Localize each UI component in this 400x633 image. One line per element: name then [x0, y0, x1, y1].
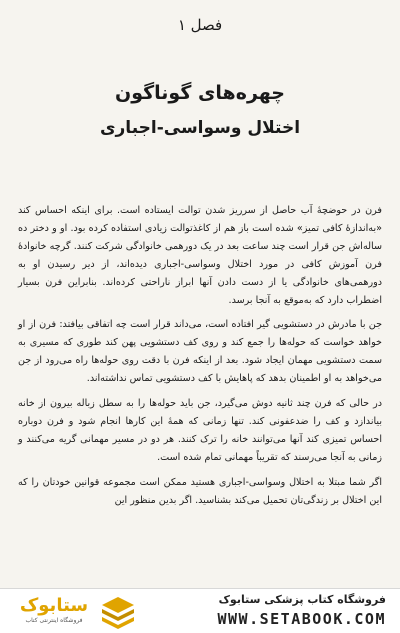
- logo-tagline: فروشگاه اینترنتی کتاب: [25, 617, 83, 624]
- website-link[interactable]: WWW.SETABOOK.COM: [217, 610, 386, 628]
- store-name: فروشگاه کتاب پزشکی ستابوک: [218, 593, 386, 606]
- paragraph: جن با مادرش در دستشویی گیر افتاده است، می‌داند قرار است چه اتفاقی بیافتد: فرن از او خواهد خواست که حوله‌ها را جمع کند و روی کف دستشویی پهن کند طوری که مسیری به سمت دستشویی مهمان ایجاد شود. بعد از اینکه فرن با دقت روی حوله‌ها راه می‌رود از جن می‌خواهد به او اطمینان بدهد که پاهایش با کف دستشویی تماس نداشته‌اند.: [18, 319, 382, 385]
- logo-wordmark: ستابوک: [19, 595, 89, 616]
- body-text: [18, 202, 382, 517]
- paragraph: فرن در حوضچهٔ آب حاصل از سرریز شدن توالت ایستاده است. برای اینکه احساس کند «به‌اندازهٔ کافی تمیز» شده است باز هم از کاغذتوالت زیادی استفاده کرده بود. او و دختر ده ساله‌اش جن قرار است چند ساعت بعد در یک دورهمی خانوادگی شرکت کنند. گرچه خانوادهٔ فرن آموزش کافی در مورد اختلال وسواسی-اجباری دیده‌اند، از دیر رسیدن او به دورهمی‌های خانوادگی یا از دست دادن آنها ابراز ناراحتی کرده‌اند. بنابراین فرن بسیار اضطراب دارد که به‌موقع به آنجا برسد.: [18, 205, 382, 306]
- chapter-subtitle: اختلال وسواسی-اجباری: [99, 118, 301, 138]
- paragraph: در حالی که فرن چند ثانیه دوش می‌گیرد، جن باید حوله‌ها را به سطل زباله بیرون از خانه بیاندازد و کف را ضدعفونی کند. تنها زمانی که همهٔ این کارها انجام شود و فرن دوباره احساس تمیزی کند آنها می‌توانند خانه را ترک کنند. هر دو در مسیر مهمانی گریه می‌کنند و زمانی به آنجا می‌رسند که تقریباً مهمانی تمام شده است.: [18, 398, 382, 463]
- book-stack-icon: [100, 595, 136, 629]
- chapter-heading: فصل ۱: [177, 16, 223, 34]
- setabook-logo[interactable]: [8, 595, 138, 629]
- footer-banner: [0, 588, 400, 633]
- chapter-title: چهره‌های گوناگون: [114, 82, 286, 104]
- paragraph: اگر شما مبتلا به اختلال وسواسی-اجباری هستید ممکن است مجموعه قوانین خودتان را که این اختلال بر زندگی‌تان تحمیل می‌کند بشناسید. اگر بدین منظور این: [18, 476, 382, 506]
